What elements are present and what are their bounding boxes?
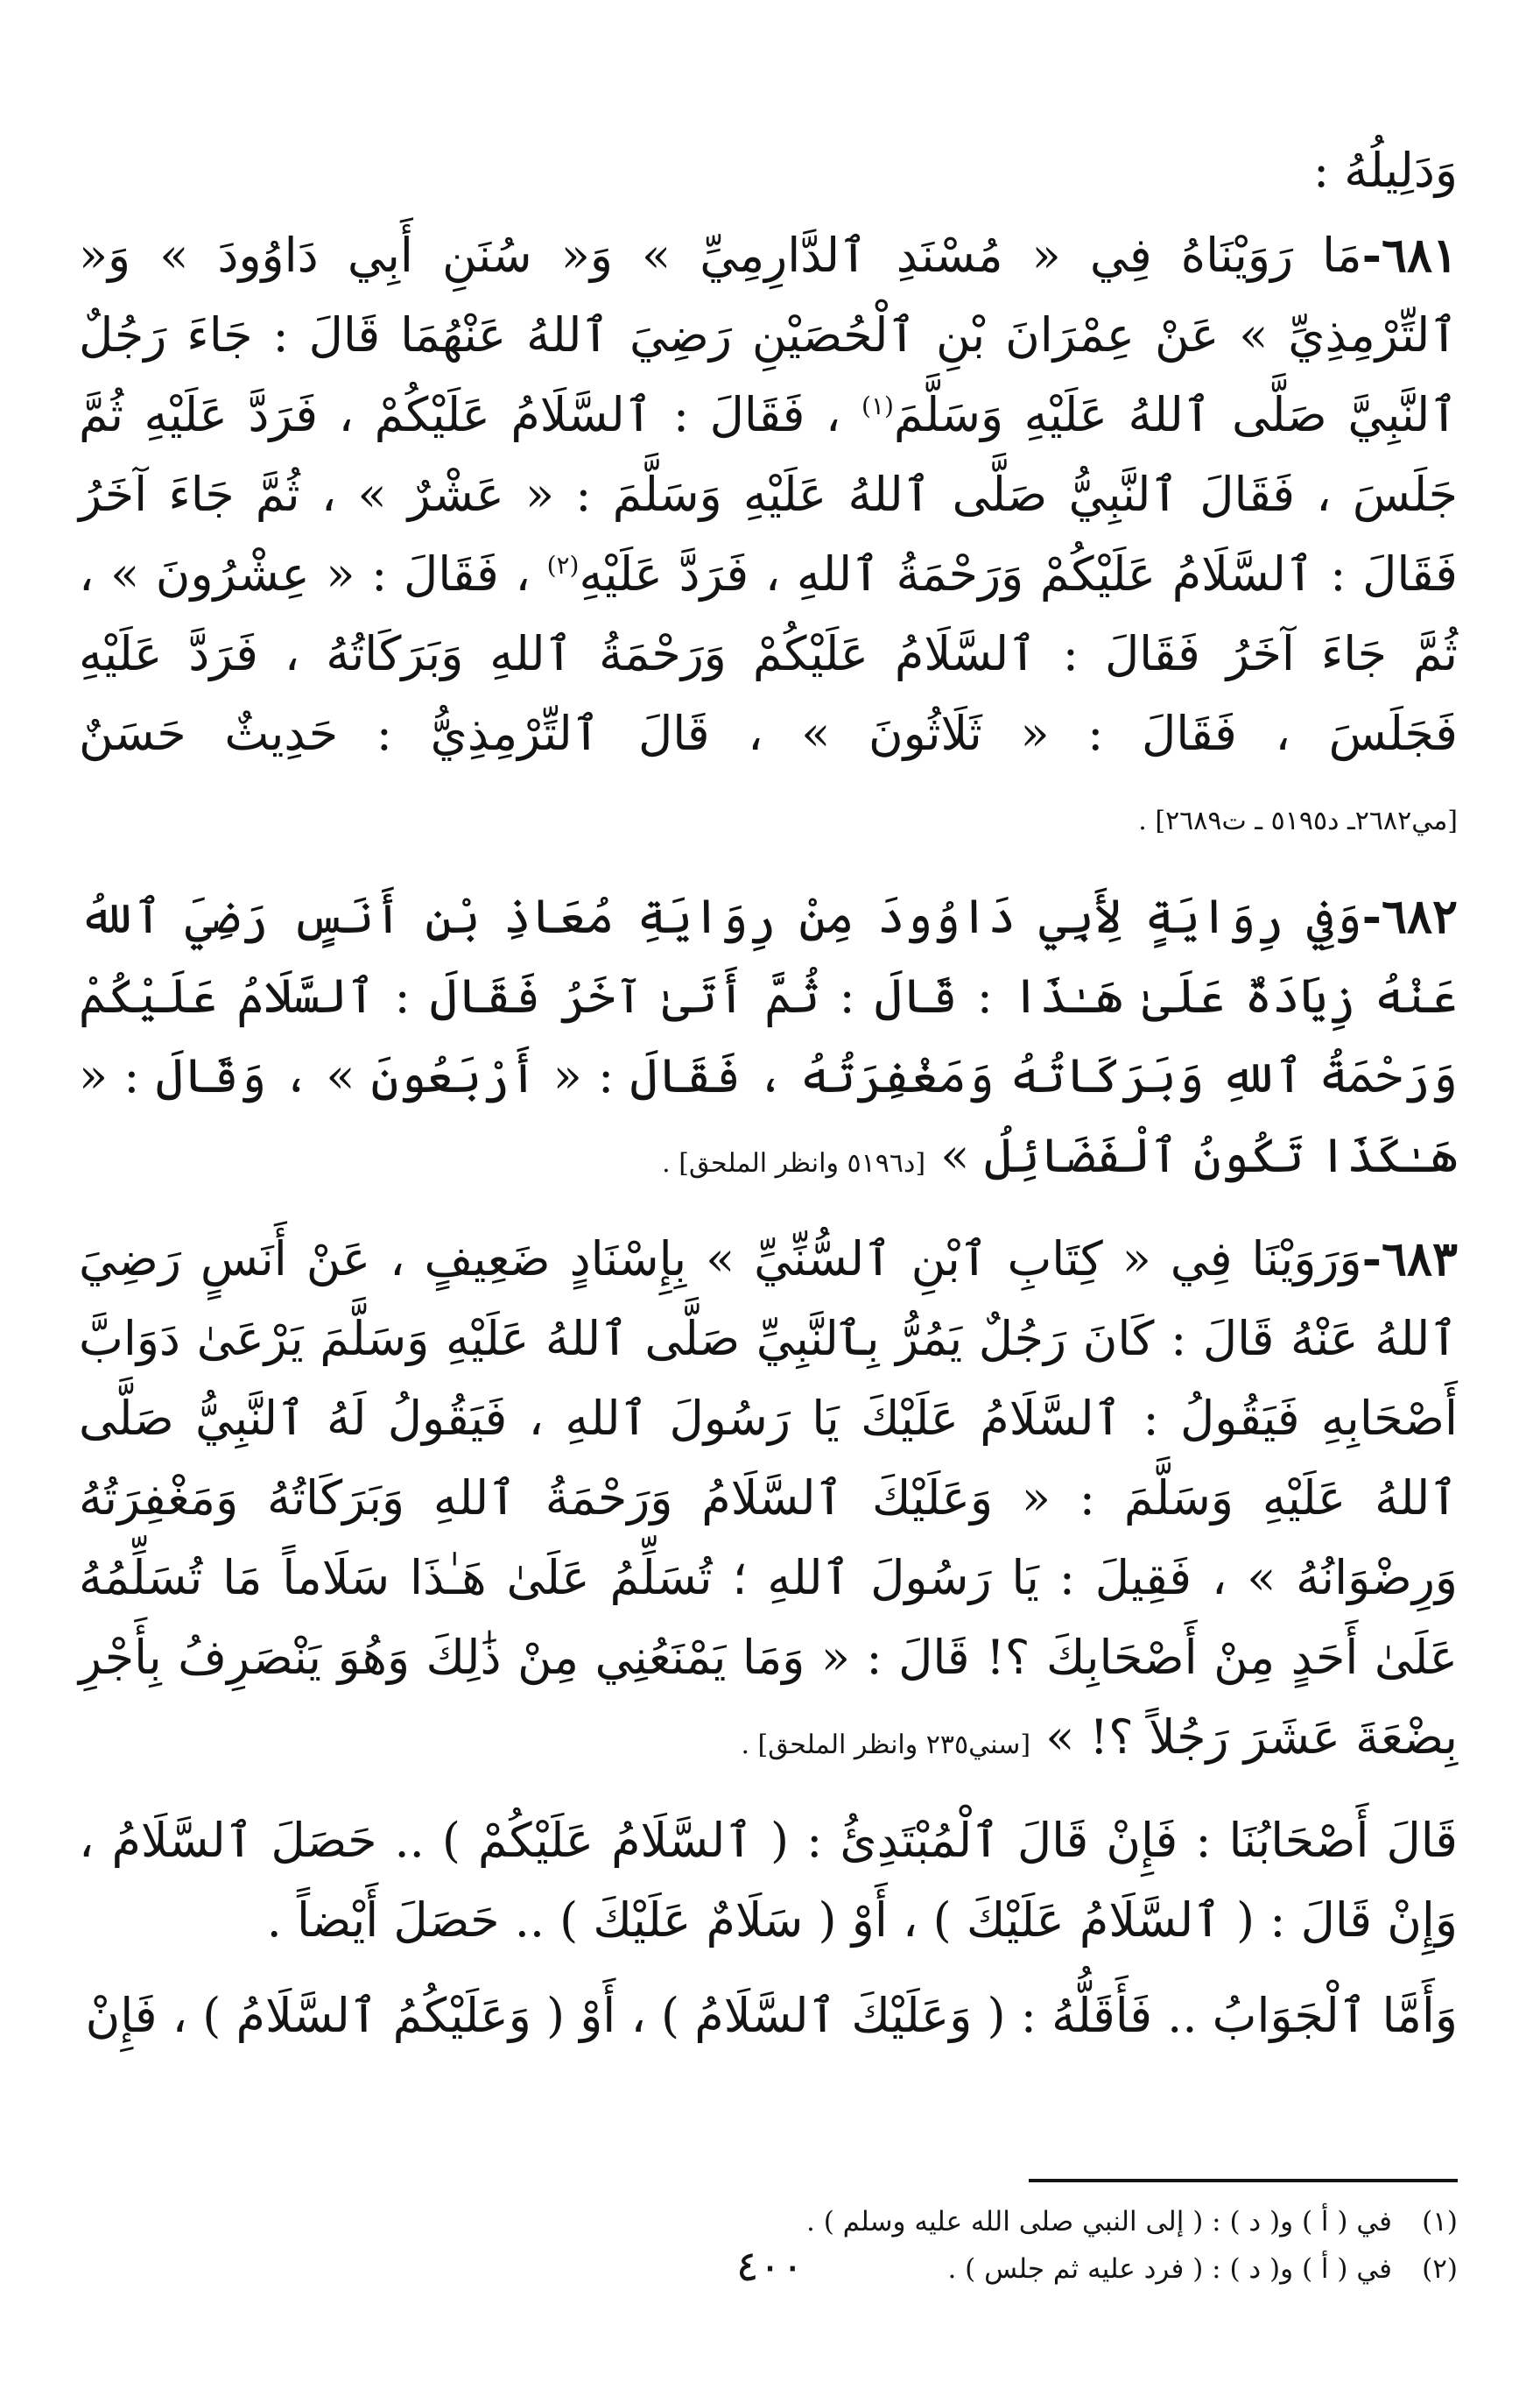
hadith-text: وَفِي رِوَايَةٍ لِأَبِي دَاوُودَ مِنْ رِوَايَةِ مُعَاذِ بْنِ أَنَسٍ رَضِيَ ٱللهُ عَنْهُ زِيَادَةٌ عَلَىٰ هَـٰذَا : قَالَ : ثُمَّ أَتَىٰ آخَرُ فَقَالَ : ٱلسَّلَامُ عَلَيْكُمْ وَرَحْمَةُ ٱللهِ وَبَرَكَاتُهُ وَمَغْفِرَتُهُ ، فَقَالَ : « أَرْبَعُونَ » ، وَقَالَ : « هَـٰكَذَا تَكُونُ ٱلْفَضَائِلُ » bbox=[79, 889, 1458, 1183]
section-heading: وَدَلِيلُهُ : bbox=[1312, 143, 1458, 198]
hadith-681 bbox=[79, 215, 1458, 861]
commentary-paragraph bbox=[79, 1800, 1458, 1960]
footnote-mark: (١) bbox=[1422, 2206, 1458, 2237]
hadith-682 bbox=[79, 877, 1458, 1203]
footnote-text: في ( أ ) و( د ) : ( إلى النبي صلى الله عليه وسلم ) . bbox=[805, 2206, 1392, 2237]
page-body bbox=[79, 131, 1458, 2338]
hadith-reference: [د٥١٩٦ وانظر الملحق] . bbox=[662, 1148, 926, 1179]
hadith-text: مَا رَوَيْنَاهُ فِي « مُسْنَدِ ٱلدَّارِمِيِّ » وَ« سُنَنِ أَبِي دَاوُودَ » وَ« ٱلتِّرْمِذِيِّ » عَنْ عِمْرَانَ بْنِ ٱلْحُصَيْنِ رَضِيَ ٱللهُ عَنْهُمَا قَالَ : جَاءَ رَجُلٌ ٱلنَّبِيَّ صَلَّى ٱللهُ عَلَيْهِ وَسَلَّمَ bbox=[79, 228, 1459, 442]
commentary-text: قَالَ أَصْحَابُنَا : فَإِنْ قَالَ ٱلْمُبْتَدِئُ : ( ٱلسَّلَامُ عَلَيْكُمْ ) .. حَصَلَ ٱلسَّلَامُ ، وَإِنْ قَالَ : ( ٱلسَّلَامُ عَلَيْكَ ) ، أَوْ ( سَلَامٌ عَلَيْكَ ) .. حَصَلَ أَيْضاً . bbox=[79, 1813, 1458, 1948]
hadith-reference: [مي٢٦٨٢ـ د٥١٩٥ ـ ت٢٦٨٩] . bbox=[1138, 806, 1458, 836]
footnote-marker-2[interactable]: (٢) bbox=[546, 551, 580, 580]
commentary-paragraph bbox=[79, 1976, 1458, 2055]
hadith-number: ٦٨١- bbox=[1361, 227, 1458, 283]
footnote-marker-1[interactable]: (١) bbox=[861, 391, 894, 420]
hadith-number: ٦٨٣- bbox=[1361, 1230, 1458, 1286]
footnote-divider bbox=[1029, 2179, 1458, 2182]
footnote-text: في ( أ ) و( د ) : ( فرد عليه ثم جلس ) . bbox=[947, 2253, 1392, 2285]
footnote-1 bbox=[79, 2198, 1458, 2245]
commentary-text: وَأَمَّا ٱلْجَوَابُ .. فَأَقَلُّهُ : ( وَعَلَيْكَ ٱلسَّلَامُ ) ، أَوْ ( وَعَلَيْكُمُ ٱلسَّلَامُ ) ، فَإِنْ bbox=[85, 1988, 1458, 2043]
hadith-text-continued: ، فَقَالَ : ٱلسَّلَامُ عَلَيْكُمْ ، فَرَدَّ عَلَيْهِ ثُمَّ جَلَسَ ، فَقَالَ ٱلنَّبِيُّ صَلَّى ٱللهُ عَلَيْهِ وَسَلَّمَ : « عَشْرٌ » ، ثُمَّ جَاءَ آخَرُ فَقَالَ : ٱلسَّلَامُ عَلَيْكُمْ وَرَحْمَةُ ٱللهِ ، فَرَدَّ عَلَيْهِ bbox=[79, 387, 1458, 602]
hadith-text-continued-2: ، فَقَالَ : « عِشْرُونَ » ، ثُمَّ جَاءَ آخَرُ فَقَالَ : ٱلسَّلَامُ عَلَيْكُمْ وَرَحْمَةُ ٱللهِ وَبَرَكَاتُهُ ، فَرَدَّ عَلَيْهِ فَجَلَسَ ، فَقَالَ : « ثَلَاثُونَ » ، قَالَ ٱلتِّرْمِذِيُّ : حَدِيثٌ حَسَنٌ bbox=[79, 546, 1458, 761]
hadith-number: ٦٨٢- bbox=[1361, 888, 1458, 944]
page-number: ٤٠٠ bbox=[735, 2242, 805, 2291]
footnote-mark: (٢) bbox=[1422, 2253, 1458, 2285]
hadith-text: وَرَوَيْنَا فِي « كِتَابِ ٱبْنِ ٱلسُّنِّيِّ » بِإِسْنَادٍ ضَعِيفٍ ، عَنْ أَنَسٍ رَضِيَ ٱللهُ عَنْهُ قَالَ : كَانَ رَجُلٌ يَمُرُّ بِٱلنَّبِيِّ صَلَّى ٱللهُ عَلَيْهِ وَسَلَّمَ يَرْعَىٰ دَوَابَّ أَصْحَابِهِ فَيَقُولُ : ٱلسَّلَامُ عَلَيْكَ يَا رَسُولَ ٱللهِ ، فَيَقُولُ لَهُ ٱلنَّبِيُّ صَلَّى ٱللهُ عَلَيْهِ وَسَلَّمَ : « وَعَلَيْكَ ٱلسَّلَامُ وَرَحْمَةُ ٱللهِ وَبَرَكَاتُهُ وَمَغْفِرَتُهُ وَرِضْوَانُهُ » ، فَقِيلَ : يَا رَسُولَ ٱللهِ ؛ تُسَلِّمُ عَلَىٰ هَـٰذَا سَلَاماً مَا تُسَلِّمُهُ عَلَىٰ أَحَدٍ مِنْ أَصْحَابِكَ ؟! قَالَ : « وَمَا يَمْنَعُنِي مِنْ ذَٰلِكَ وَهُوَ يَنْصَرِفُ بِأَجْرِ بِضْعَةَ عَشَرَ رَجُلاً ؟! » bbox=[79, 1231, 1458, 1765]
hadith-683 bbox=[79, 1219, 1458, 1785]
hadith-reference: [سني٢٣٥ وانظر الملحق] . bbox=[741, 1730, 1031, 1760]
